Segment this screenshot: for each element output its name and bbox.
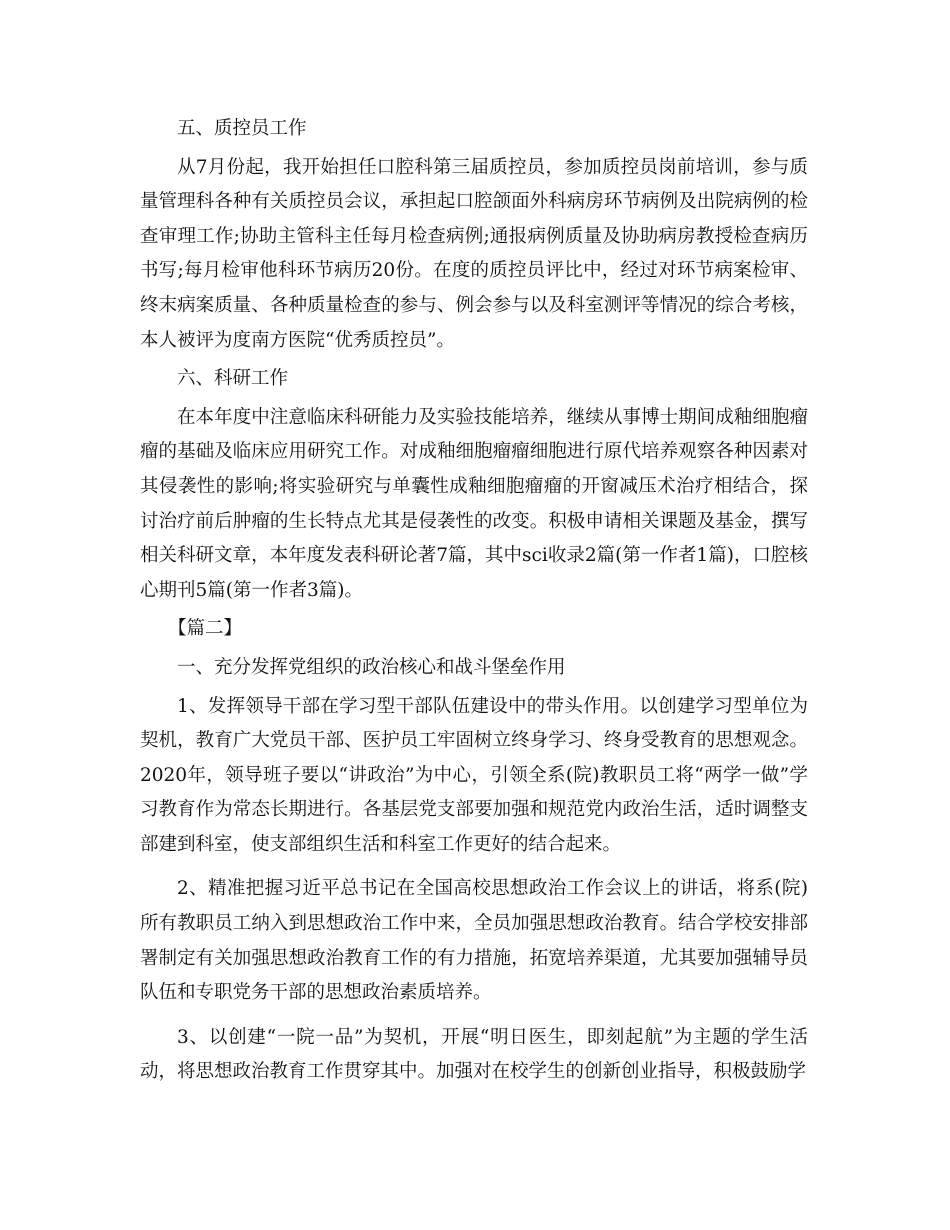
paragraph-item-3: 3、以创建“一院一品”为契机，开展“明日医生，即刻起航”为主题的学生活动，将思想政治教育工作贯穿其中。加强对在校学生的创新创业指导，积极鼓励学 (140, 1026, 808, 1083)
section-heading-quality-control: 五、质控员工作 (177, 118, 307, 139)
paragraph-item-2: 2、精准把握习近平总书记在全国高校思想政治工作会议上的讲话，将系(院)所有教职员工纳入到思想政治工作中来，全员加强思想政治教育。结合学校安排部署制定有关加强思想政治教育工作的有力措施，拓宽培养渠道，尤其要加强辅导员队伍和专职党务干部的思想政治素质培养。 (140, 878, 808, 1004)
paragraph-research: 在本年度中注意临床科研能力及实验技能培养，继续从事博士期间成釉细胞瘤瘤的基础及临床应用研究工作。对成釉细胞瘤瘤细胞进行原代培养观察各种因素对其侵袭性的影响;将实验研究与单囊性成釉细胞瘤瘤的开窗减压术治疗相结合，探讨治疗前后肿瘤的生长特点尤其是侵袭性的改变。积极申请相关课题及基金，撰写相关科研文章，本年度发表科研论著7篇，其中sci收录2篇(第一作者1篇)，口腔核心期刊5篇(第一作者3篇)。 (140, 406, 808, 601)
part-heading: 一、充分发挥党组织的政治核心和战斗堡垒作用 (177, 656, 566, 678)
section-heading-research: 六、科研工作 (177, 368, 289, 390)
paragraph-item-1: 1、发挥领导干部在学习型干部队伍建设中的带头作用。以创建学习型单位为契机，教育广大党员干部、医护员工牢固树立终身学习、终身受教育的思想观念。2020年，领导班子要以“讲政治”为中心，引领全系(院)教职员工将“两学一做”学习教育作为常态长期进行。各基层党支部要加强和规范党内政治生活，适时调整支部建到科室，使支部组织生活和科室工作更好的结合起来。 (140, 695, 808, 855)
part-label: 【篇二】 (168, 618, 243, 640)
paragraph-quality-control: 从7月份起，我开始担任口腔科第三届质控员，参加质控员岗前培训，参与质量管理科各种有关质控员会议，承担起口腔颌面外科病房环节病例及出院病例的检查审理工作;协助主管科主任每月检查病例;通报病例质量及协助病房教授检查病历书写;每月检审他科环节病历20份。在度的质控员评比中，经过对环节病案检审、终末病案质量、各种质量检查的参与、例会参与以及科室测评等情况的综合考核，本人被评为度南方医院“优秀质控员”。 (140, 156, 808, 351)
document-page (140, 112, 808, 1094)
